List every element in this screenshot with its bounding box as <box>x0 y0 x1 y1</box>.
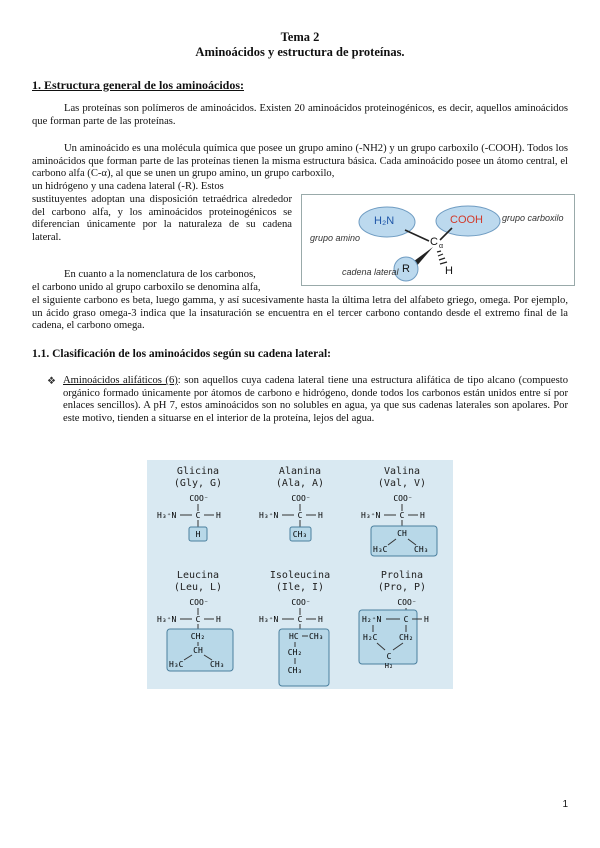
h3n-label: H₃⁺N <box>259 615 279 624</box>
aminoacid-prolina <box>351 570 453 694</box>
side-chain-ch: CH <box>397 529 407 538</box>
hydrogen-label: H <box>424 615 429 624</box>
paragraph-3-wrap-1: En cuanto a la nomenclatura de los carbonos, <box>64 269 256 280</box>
bullet-icon: ❖ <box>47 376 56 387</box>
coo-label: COO⁻ <box>291 494 311 503</box>
hydrogen-label: H <box>216 511 221 520</box>
carbon-label: C <box>399 511 405 520</box>
hydrogen-label: H <box>318 511 323 520</box>
aminoacid-valina <box>351 466 453 564</box>
aminoacid-abbr: (Leu, L) <box>173 582 223 593</box>
h3n-label: H₃⁺N <box>259 511 279 520</box>
side-chain-r-label: R <box>402 263 410 275</box>
aminoacid-abbr: (Pro, P) <box>377 582 427 593</box>
amino-group-label: H₂N <box>374 215 395 227</box>
grupo-carboxilo-caption: grupo carboxilo <box>502 213 564 223</box>
section-1-1-heading: 1.1. Clasificación de los aminoácidos según su cadena lateral: <box>32 348 332 360</box>
h3n-label: H₃⁺N <box>157 511 177 520</box>
hydrogen-label: H <box>216 615 221 624</box>
alpha-carbon-label: C <box>430 236 438 248</box>
page-number: 1 <box>562 799 568 810</box>
aliphatic-text: : son aquellos cuya cadena lateral tiene una estructura alifática de tipo alcano (compuesto orgánico formado únicamente por átomos de carbono e hidrógeno, donde todos los carbonos están unidos entre sí por enlaces sencillos). A pH 7, estos aminoácidos son no solubles en agua, ya que sus cadenas laterales son apolares. Por este motivo, tienden a situarse en el interior de la proteína, lejos del agua. <box>63 375 568 424</box>
aminoacid-abbr: (Val, V) <box>377 478 427 489</box>
aminoacid-alanina <box>249 466 351 564</box>
side-chain-ch3: CH₃ <box>210 660 225 669</box>
paragraph-3-wrap-2: el carbono unido al grupo carboxilo se denomina alfa, <box>32 282 261 293</box>
hydrogen-label: H <box>445 265 453 277</box>
ring-h2: H₂ <box>384 662 394 670</box>
coo-label: COO⁻ <box>291 598 311 607</box>
prolina-structure <box>351 594 453 690</box>
side-chain-ch3-terminal: CH₃ <box>287 666 303 675</box>
aminoacid-leucina <box>147 570 249 694</box>
side-chain-ch3: CH₃ <box>309 632 324 641</box>
alanina-structure <box>249 490 351 560</box>
aminoacid-name: Glicina <box>176 466 220 477</box>
aliphatic-title: Aminoácidos alifáticos (6) <box>63 375 178 386</box>
glicina-structure <box>147 490 249 560</box>
carbon-label: C <box>297 511 303 520</box>
tema-title: Tema 2 <box>280 30 320 44</box>
aminoacid-abbr: (Ile, I) <box>275 582 325 593</box>
hydrogen-label: H <box>420 511 425 520</box>
aliphatic-amino-acids-figure <box>147 460 453 689</box>
grupo-amino-caption: grupo amino <box>310 233 361 243</box>
paragraph-2: Un aminoácido es una molécula química que posee un grupo amino (-NH2) y un grupo carboxilo (-COOH). Todos los aminoácidos que forman parte de las proteínas tienen la misma estructura básica. Cada aminoácido posee un átomo central, el carbono alfa (C-α), al que se unen un grupo amino, un grupo carboxilo, <box>32 143 568 180</box>
coo-label: COO⁻ <box>393 494 413 503</box>
aminoacid-name: Prolina <box>380 570 424 581</box>
carbon-label: C <box>195 615 201 624</box>
ring-c: C <box>386 652 392 661</box>
side-chain-ch3: CH₃ <box>414 545 429 554</box>
carboxyl-group-label: COOH <box>450 214 483 226</box>
aminoacid-name: Isoleucina <box>269 570 331 581</box>
aminoacid-abbr: (Ala, A) <box>275 478 325 489</box>
document-subtitle: Aminoácidos y estructura de proteínas. <box>195 45 405 59</box>
aminoacid-name: Valina <box>383 466 421 477</box>
paragraph-2-wrap: sustituyentes adoptan una disposición tetraédrica alrededor del carbono alfa, y los aminoácidos proteinogénicos se diferencian únicamente por la naturaleza de su cadena lateral. <box>32 194 292 243</box>
h3n-label: H₃⁺N <box>361 511 381 520</box>
valina-structure <box>351 490 453 560</box>
side-chain-ch2: CH₂ <box>190 632 206 641</box>
aminoacid-glicina <box>147 466 249 564</box>
ring-h2c: H₂C <box>363 633 378 642</box>
cadena-lateral-caption: cadena lateral <box>342 267 399 277</box>
coo-label: COO⁻ <box>189 598 209 607</box>
coo-label: COO⁻ <box>189 494 209 503</box>
coo-label: COO⁻ <box>397 598 417 607</box>
side-chain-ch: CH <box>193 646 203 655</box>
carbon-label: C <box>403 615 409 624</box>
paragraph-3-rest: el siguiente carbono es beta, luego gamma, y así sucesivamente hasta la última letra del alfabeto griego, omega. Por ejemplo, un ácido graso omega-3 indica que la insaturación se encuentra en el tercer carbono contando desde el extremo final de la cadena, el carbono omega. <box>32 295 568 332</box>
leucina-structure <box>147 594 249 690</box>
carbon-label: C <box>297 615 303 624</box>
section-1-heading: 1. Estructura general de los aminoácidos: <box>32 78 244 92</box>
h2n-label: H₂⁺N <box>362 615 382 624</box>
ring-ch2: CH₂ <box>399 633 414 642</box>
hydrogen-label: H <box>318 615 323 624</box>
aminoacid-name: Alanina <box>278 466 322 477</box>
aminoacid-name: Leucina <box>176 570 220 581</box>
aliphatic-paragraph <box>63 375 568 425</box>
carbon-label: C <box>195 511 201 520</box>
side-chain-h3c: H₃C <box>373 545 388 554</box>
paragraph-1: Las proteínas son polímeros de aminoácidos. Existen 20 aminoácidos proteinogénicos, es decir, aquellos aminoácidos que forman parte de las proteínas. <box>32 103 568 127</box>
paragraph-2-line: un hidrógeno y una cadena lateral (-R). Estos <box>32 181 224 192</box>
aminoacid-isoleucina <box>249 570 351 694</box>
side-chain-h3c: H₃C <box>169 660 184 669</box>
alpha-symbol: α <box>439 243 444 250</box>
aminoacid-abbr: (Gly, G) <box>173 478 223 489</box>
isoleucina-structure <box>249 594 351 690</box>
side-chain-hc: HC <box>289 632 299 641</box>
amino-acid-structure-figure <box>301 194 575 286</box>
h3n-label: H₃⁺N <box>157 615 177 624</box>
side-chain-h: H <box>195 530 201 539</box>
side-chain-ch2: CH₂ <box>287 648 303 657</box>
side-chain-ch3: CH₃ <box>292 530 308 539</box>
